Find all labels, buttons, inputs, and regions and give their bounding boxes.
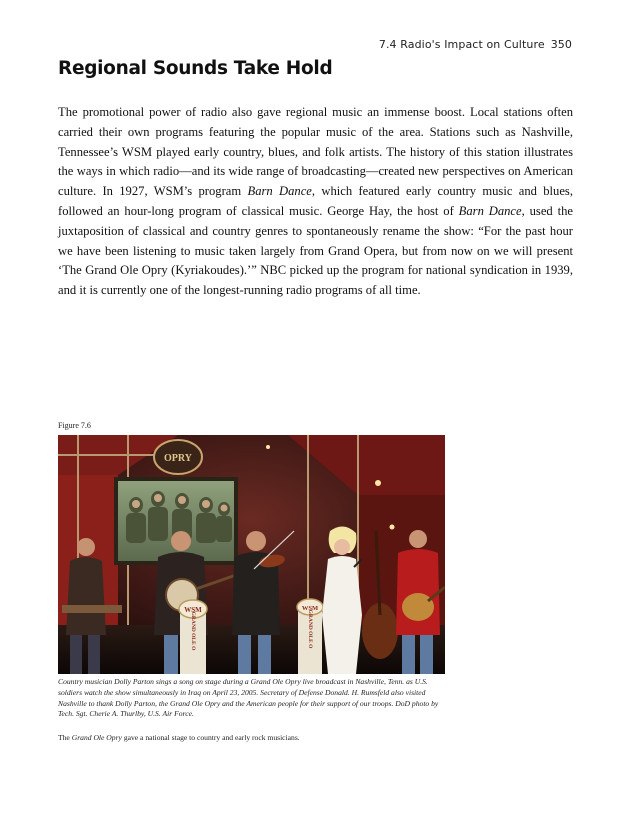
video-screen: [114, 477, 238, 565]
wsm-stand-text: WSM: [301, 605, 319, 612]
mic-stand-right: [297, 599, 323, 674]
figure-caption: Country musician Dolly Parton sings a song on stage during a Grand Ole Opry live broadcast in Nashville, Tenn. as U.S. soldiers watch the show simultaneously in Iraq on April 23, 2005. Secretary of Defense Donald. H. Rumsfeld also visited Nashville to thank Dolly Parton, the Grand Ole Opry and the American people for their support of our troops. DoD photo by Tech. Sgt. Cherie A. Thurlby, U.S. Air Force.: [58, 677, 439, 719]
wsm-stand-text: WSM: [184, 606, 202, 614]
body-text-part-2: , which featured early country music and blues, followed an hour-long program of classical music. George Hay, the host of: [58, 184, 573, 218]
alt-text-emphasis: Grand Ole Opry: [71, 733, 122, 742]
section-title: Regional Sounds Take Hold: [58, 58, 333, 79]
figure-photo: [58, 435, 445, 674]
running-head: [379, 38, 572, 51]
figure-alt-text: [58, 733, 300, 742]
body-paragraph: [58, 103, 573, 301]
program-name-emphasis: Barn Dance: [458, 203, 522, 218]
mic-stand-left: [179, 600, 207, 674]
body-text-part-1: The promotional power of radio also gave regional music an immense boost. Local stations often carried their own programs featuring the popular music of the area. Stations such as Nashville, Tennessee’s WSM played early country, blues, and folk artists. The history of this station illustrates the ways in which radio—and its wide range of broadcasting—created new perspectives on American culture. In 1927, WSM’s program: [58, 105, 573, 199]
alt-text-pre: The: [58, 733, 72, 742]
running-head-title: 7.4 Radio's Impact on Culture: [378, 38, 545, 51]
stand-vertical-text: GRAND OLE O: [190, 611, 196, 651]
opry-logo-text: OPRY: [164, 453, 192, 464]
stand-vertical-text: GRAND OLE O: [307, 609, 313, 649]
alt-text-post: gave a national stage to country and early rock musicians.: [121, 733, 300, 742]
opry-logo: [154, 440, 202, 474]
stage-photo-illustration: [58, 435, 445, 674]
program-name-emphasis: Barn Dance: [247, 184, 312, 199]
page-number: 350: [550, 38, 572, 51]
figure-label: Figure 7.6: [58, 421, 91, 430]
body-text-part-3: , used the juxtaposition of classical and country genres to spontaneously rename the show: “For the past hour we have been listening to music taken largely from Grand Opera, but from now on we will present ‘The Grand Ole Opry (Kyriakoudes).’” NBC picked up the program for national syndication in 1939, and it is currently one of the longest-running radio programs of all time.: [58, 203, 573, 298]
